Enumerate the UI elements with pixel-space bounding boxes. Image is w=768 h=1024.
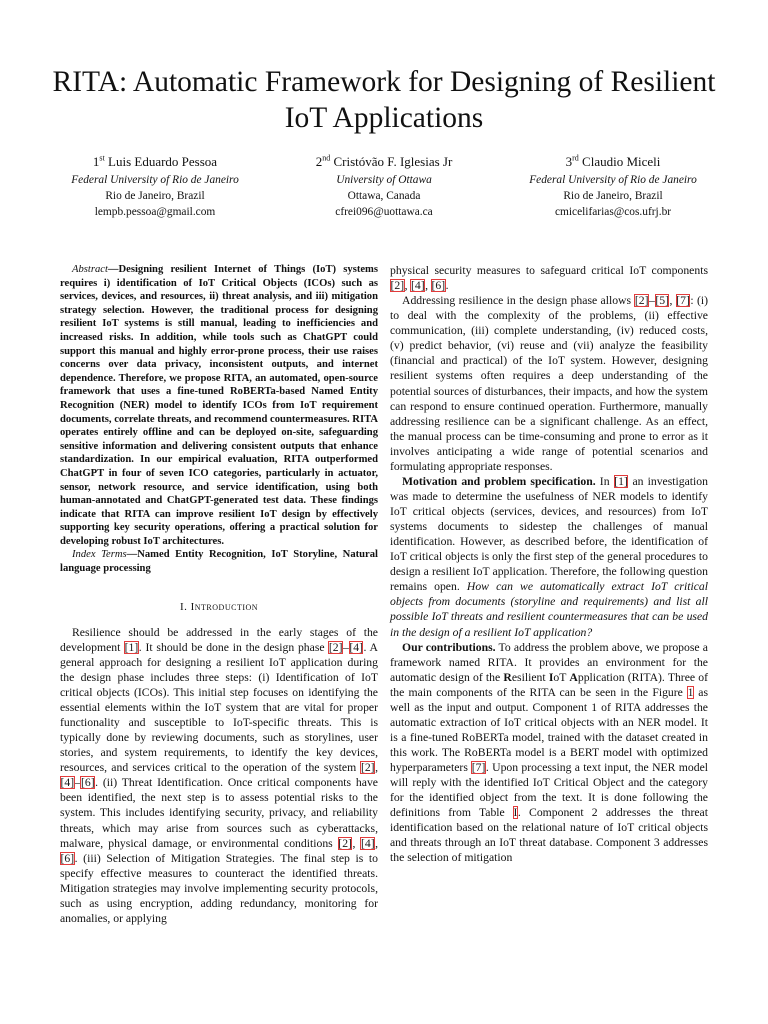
citation-link[interactable]: [6] [80, 776, 95, 790]
index-terms-text: —Named Entity Recognition, IoT Storyline, Natural language processing [60, 549, 378, 575]
citation-link[interactable]: [6] [431, 279, 446, 293]
author-name: 2nd Cristóvão F. Iglesias Jr [315, 153, 453, 169]
intro-paragraph-2: Addressing resilience in the design phase allows [2]–[5], [7]: (i) to deal with the complexity of the problems, (ii) effective communication, (iii) complete understanding, (iv) reduced costs, (v) predict behavior, (vi) reuse and (vii) analyze the feasibility (financial and practical) of the IoT system. However, designing resilient systems often requires a deep understanding of the potential sources of disturbances, their impacts, and how the system can respond to ensure continued operation. Furthermore, manually addressing resilience can be a significant challenge. As an effect, the manual process can be time-consuming and prone to error as it involves anticipating a wide range of potential scenarios and formulating appropriate responses. [390, 294, 709, 473]
citation-link[interactable]: [2] [360, 761, 375, 775]
citation-link[interactable]: [2] [634, 294, 649, 308]
author-email[interactable]: lempb.pessoa@gmail.com [94, 206, 216, 218]
author-3 [498, 152, 728, 220]
citation-link[interactable]: [4] [349, 640, 363, 654]
right-column [390, 263, 708, 866]
citation-link[interactable]: [7] [471, 761, 486, 775]
citation-link[interactable]: [2] [328, 640, 343, 654]
motivation-heading: Motivation and problem specification. [402, 474, 596, 488]
author-block [40, 152, 728, 222]
motivation-paragraph: Motivation and problem specification. In [1] an investigation was made to determine the usefulness of NER models to identify IoT critical objects (services, devices, and resources) from IoT systems documents to sidestep the challenges of manual identification. However, as described before, the identification of IoT critical objects is only the first step of the general procedures to design a resilient IoT application. Therefore, the following question remains open. How can we automatically extract IoT critical objects from documents (storyline and requirements) and list all possible IoT threats and resilient countermeasures that can be used in the design of a resilient IoT application? [390, 474, 709, 639]
abstract [60, 263, 378, 548]
contributions-paragraph: Our contributions. To address the problem above, we propose a framework named RITA. It provides an environment for the automatic design of the Resilient IoT Application (RITA). Three of the main components of the RITA can be seen in the Figure 1 as well as the input and output. Component 1 of RITA addresses the automatic extraction of IoT critical objects with an NER model. It is a fine-tuned RoBERTa model, trained with the dataset created in this work. The RoBERTa model is a BERT model with optimized hyperparameters [7]. Upon processing a text input, the NER model will reply with the identified IoT Critical Object and the category for the identified object from the text. It is done following the definitions from Table I. Component 2 addresses the threat identification based on the relational nature of IoT critical objects and threats through an IoT threat database. Component 3 addresses the selection of mitigation [390, 640, 709, 865]
figure-link[interactable]: 1 [687, 685, 694, 699]
citation-link[interactable]: [5] [655, 294, 669, 308]
left-column [60, 263, 378, 926]
index-terms [60, 548, 378, 575]
abstract-label: Abstract [72, 264, 108, 275]
author-affiliation: Federal University of Rio de Janeiro [71, 174, 239, 186]
citation-link[interactable]: [4] [60, 776, 75, 790]
author-1 [40, 152, 270, 220]
author-name: 1st Luis Eduardo Pessoa [92, 153, 218, 169]
author-location: Rio de Janeiro, Brazil [105, 190, 205, 202]
author-email[interactable]: cmicelifarias@cos.ufrj.br [554, 206, 672, 218]
citation-link[interactable]: [4] [360, 836, 375, 850]
section-heading-introduction: I. Introduction [179, 600, 259, 613]
table-link[interactable]: I [513, 806, 518, 820]
research-question: How can we automatically extract IoT critical objects from documents (storyline and requirements) and list all possible IoT threats and resilient countermeasures that can be used in the design of a resilient IoT application? [390, 580, 709, 639]
intro-paragraph-1: Resilience should be addressed in the early stages of the development [1]. It should be done in the design phase [2]–[4]. A general approach for designing a resilient IoT application during the design phase includes three steps: (i) Identification of IoT critical objects (ICOs). This initial step focuses on identifying the essential elements within the IoT system that are vital for proper functionality and susceptible to IoT-specific threats. This is typically done by reviewing documents, such as storylines, user stories, and system requirements, to identify the key devices, resources, and services critical to the operation of the system [2], [4]–[6]. (ii) Threat Identification. Once critical components have been identified, the next step is to assess potential risks to the system. This includes identifying security, privacy, and reliability threats, which may arise from sources such as cyberattacks, malware, physical damage, or environmental conditions [2], [4], [6]. (iii) Selection of Mitigation Strategies. The final step is to specify effective measures to counteract the identified threats. Mitigation strategies may involve implementing security protocols, such as using encryption, adding redundancy, monitoring for anomalies, or applying [60, 625, 379, 925]
citation-link[interactable]: [6] [60, 851, 75, 865]
paper-title: RITA: Automatic Framework for Designing of Resilient IoT Applications [52, 66, 716, 134]
author-location: Ottawa, Canada [347, 190, 421, 202]
author-email[interactable]: cfrei096@uottawa.ca [335, 206, 433, 218]
citation-link[interactable]: [4] [410, 279, 425, 293]
citation-link[interactable]: [7] [676, 294, 690, 308]
author-affiliation: University of Ottawa [336, 174, 432, 186]
author-location: Rio de Janeiro, Brazil [563, 190, 663, 202]
citation-link[interactable]: [1] [124, 640, 139, 654]
author-2 [269, 152, 499, 220]
abstract-text: —Designing resilient Internet of Things (IoT) systems requires i) identification of IoT Critical Objects (ICOs) such as services, devices, and resources, ii) threat analysis, and iii) mitigation strategy selection. However, the traditional process for designing resilient IoT systems is still manual, leading to inefficiencies and increased risks. In addition, while tools such as ChatGPT could support this manual and highly error-prone process, their use raises concerns over data privacy, inconsistent outputs, and internet dependence. Therefore, we propose RITA, an automated, open-source framework that uses a fine-tuned RoBERTa-based Named Entity Recognition (NER) model to identify ICOs from IoT requirement documents, correlate threats, and recommend countermeasures. RITA operates entirely offline and can be deployed on-site, safeguarding sensitive information and delivering consistent outputs that enhance standardization. In our empirical evaluation, RITA outperformed ChatGPT in four of seven ICO categories, particularly in actuator, sensor, network resource, and service identification, using both human-annotated and ChatGPT-generated test data. These findings indicate that RITA can improve resilient IoT design by effectively supporting key security operations, offering a practical solution for developing robust IoT architectures. [60, 264, 378, 547]
citation-link[interactable]: [2] [390, 279, 405, 293]
citation-link[interactable]: [1] [614, 474, 628, 488]
index-terms-label: Index Terms [72, 549, 127, 561]
author-affiliation: Federal University of Rio de Janeiro [529, 174, 697, 186]
author-name: 3rd Claudio Miceli [565, 153, 661, 169]
intro-paragraph-1-cont: physical security measures to safeguard critical IoT components [2], [4], [6]. [390, 264, 708, 293]
contributions-heading: Our contributions. [402, 640, 496, 654]
citation-link[interactable]: [2] [338, 836, 352, 850]
